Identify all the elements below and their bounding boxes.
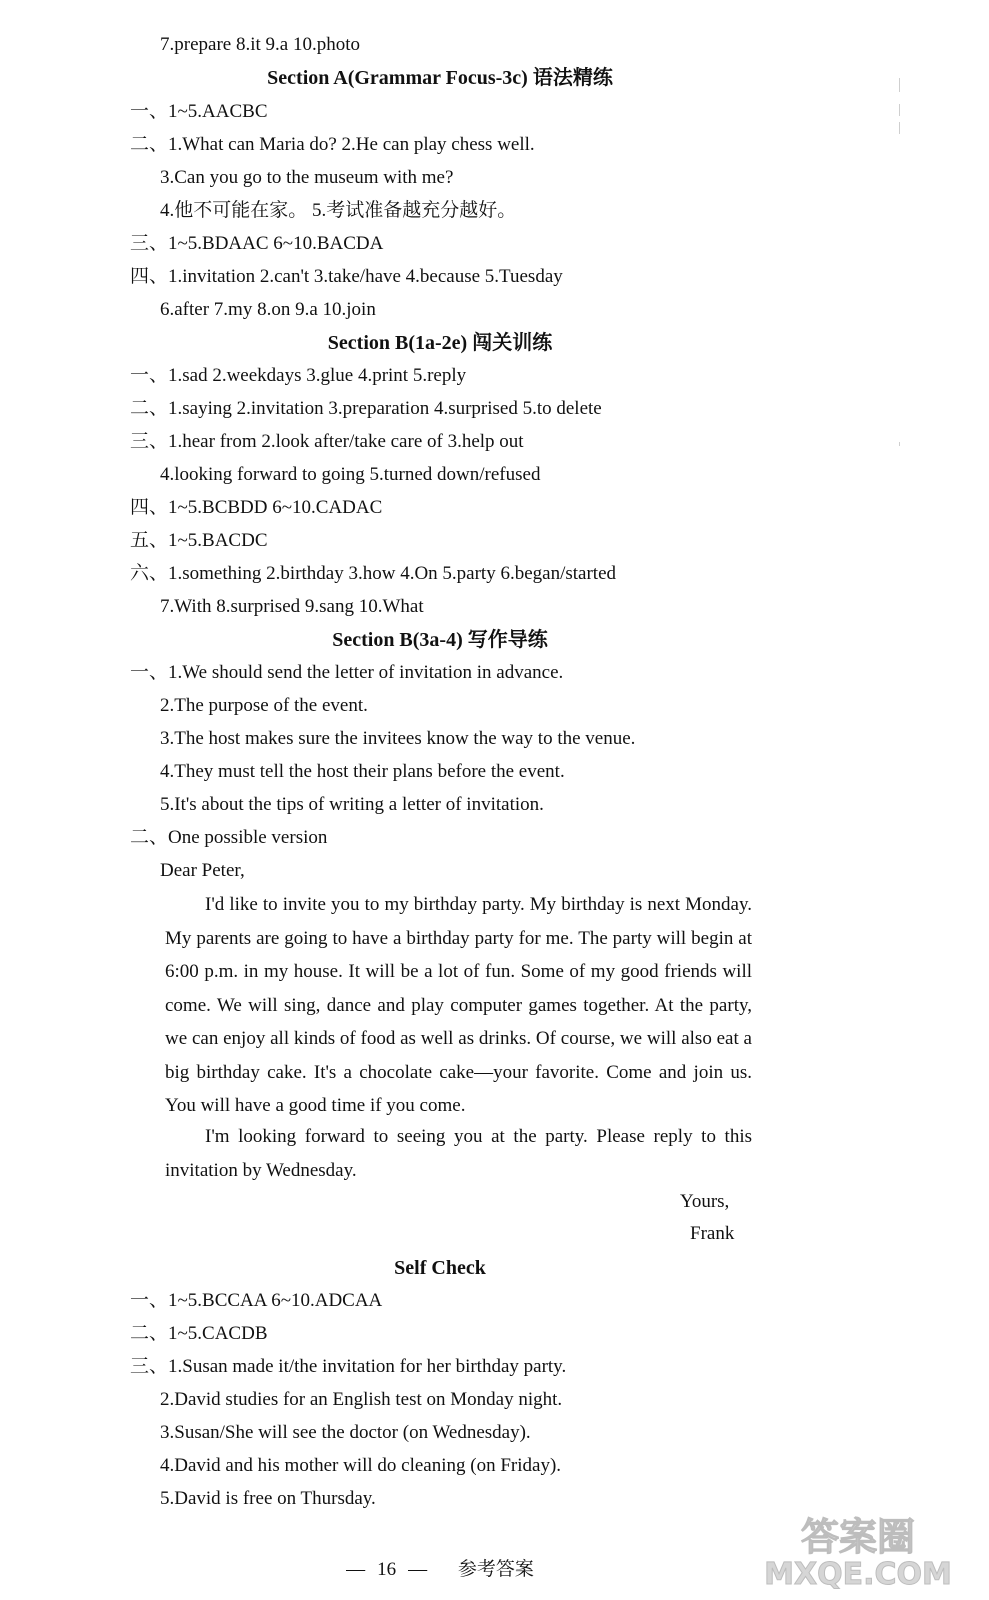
svg-text:MXQE.COM: MXQE.COM — [764, 1557, 952, 1590]
answer-line: 5.It's about the tips of writing a letter of invitation. — [160, 794, 544, 815]
answer-line: 三、1.hear from 2.look after/take care of 3.help out — [130, 431, 524, 452]
answer-line: 一、1~5.AACBC — [130, 101, 268, 122]
answer-line: 一、1.We should send the letter of invitation in advance. — [130, 662, 564, 683]
watermark-icon — [738, 1510, 978, 1590]
answer-line: 2.The purpose of the event. — [160, 695, 368, 716]
footer-dash: — — [408, 1559, 428, 1580]
letter-salutation: Dear Peter, — [160, 860, 245, 881]
answer-line: 7.With 8.surprised 9.sang 10.What — [160, 596, 424, 617]
watermark-logo — [738, 1510, 978, 1590]
answer-line: 三、1.Susan made it/the invitation for her birthday party. — [130, 1356, 567, 1377]
scan-mark — [899, 442, 900, 446]
answer-line: 五、1~5.BACDC — [130, 530, 268, 551]
scan-mark — [899, 78, 900, 92]
answer-line: 4.David and his mother will do cleaning (on Friday). — [160, 1455, 562, 1476]
answer-line: 三、1~5.BDAAC 6~10.BACDA — [130, 233, 384, 254]
footer-dash: — — [346, 1559, 366, 1580]
svg-text:答案圈: 答案圈 — [800, 1515, 916, 1559]
answer-line: 二、1.What can Maria do? 2.He can play chess well. — [130, 134, 535, 155]
answer-line: 6.after 7.my 8.on 9.a 10.join — [160, 299, 376, 320]
letter-paragraph-text: I'd like to invite you to my birthday party. My birthday is next Monday. My parents are going to have a birthday party for me. The party will begin at 6:00 p.m. in my house. It will be a lot of fun. Some of my good friends will come. We will sing, dance and play computer games together. At the party, we can enjoy all kinds of food as well as drinks. Of course, we will also eat a big birthday cake. It's a chocolate cake—your favorite. Come and join us. You will have a good time if you come. — [165, 894, 752, 1116]
page-number: 16 — [377, 1559, 397, 1580]
section-heading-grammar-focus: Section A(Grammar Focus-3c) 语法精练 — [267, 67, 613, 89]
answer-line: 四、1~5.BCBDD 6~10.CADAC — [130, 497, 383, 518]
answer-line: 一、1~5.BCCAA 6~10.ADCAA — [130, 1290, 383, 1311]
section-heading-section-b-1a-2e: Section B(1a-2e) 闯关训练 — [327, 332, 553, 354]
answer-line: 3.The host makes sure the invitees know the way to the venue. — [160, 728, 636, 749]
section-heading-section-b-3a-4: Section B(3a-4) 写作导练 — [332, 629, 548, 651]
answer-line: 4.looking forward to going 5.turned down/refused — [160, 464, 541, 485]
letter-signature: Frank — [690, 1223, 735, 1244]
answer-line: 5.David is free on Thursday. — [160, 1488, 376, 1509]
answer-line: 3.Can you go to the museum with me? — [160, 167, 454, 188]
footer-label: 参考答案 — [457, 1559, 534, 1580]
letter-paragraph — [165, 888, 752, 1123]
answer-line: 4.They must tell the host their plans before the event. — [160, 761, 565, 782]
section-heading-self-check: Self Check — [394, 1257, 486, 1279]
letter-paragraph — [165, 1120, 752, 1187]
answer-line: 2.David studies for an English test on Monday night. — [160, 1389, 563, 1410]
answer-line: 3.Susan/She will see the doctor (on Wednesday). — [160, 1422, 531, 1443]
answer-line: 一、1.sad 2.weekdays 3.glue 4.print 5.reply — [130, 365, 467, 386]
letter-paragraph-text: I'm looking forward to seeing you at the party. Please reply to this invitation by Wednesday. — [165, 1126, 752, 1181]
answer-line: 二、1.saying 2.invitation 3.preparation 4.surprised 5.to delete — [130, 398, 602, 419]
answer-line: 二、1~5.CACDB — [130, 1323, 268, 1344]
scan-mark — [899, 104, 900, 116]
letter-closing: Yours, — [680, 1191, 730, 1212]
answer-line: 二、One possible version — [130, 827, 328, 848]
answer-line: 7.prepare 8.it 9.a 10.photo — [160, 34, 360, 55]
answer-line: 四、1.invitation 2.can't 3.take/have 4.because 5.Tuesday — [130, 266, 563, 287]
scan-mark — [899, 122, 900, 134]
answer-line: 六、1.something 2.birthday 3.how 4.On 5.party 6.began/started — [130, 563, 617, 584]
answer-line: 4.他不可能在家。 5.考试准备越充分越好。 — [160, 200, 517, 221]
